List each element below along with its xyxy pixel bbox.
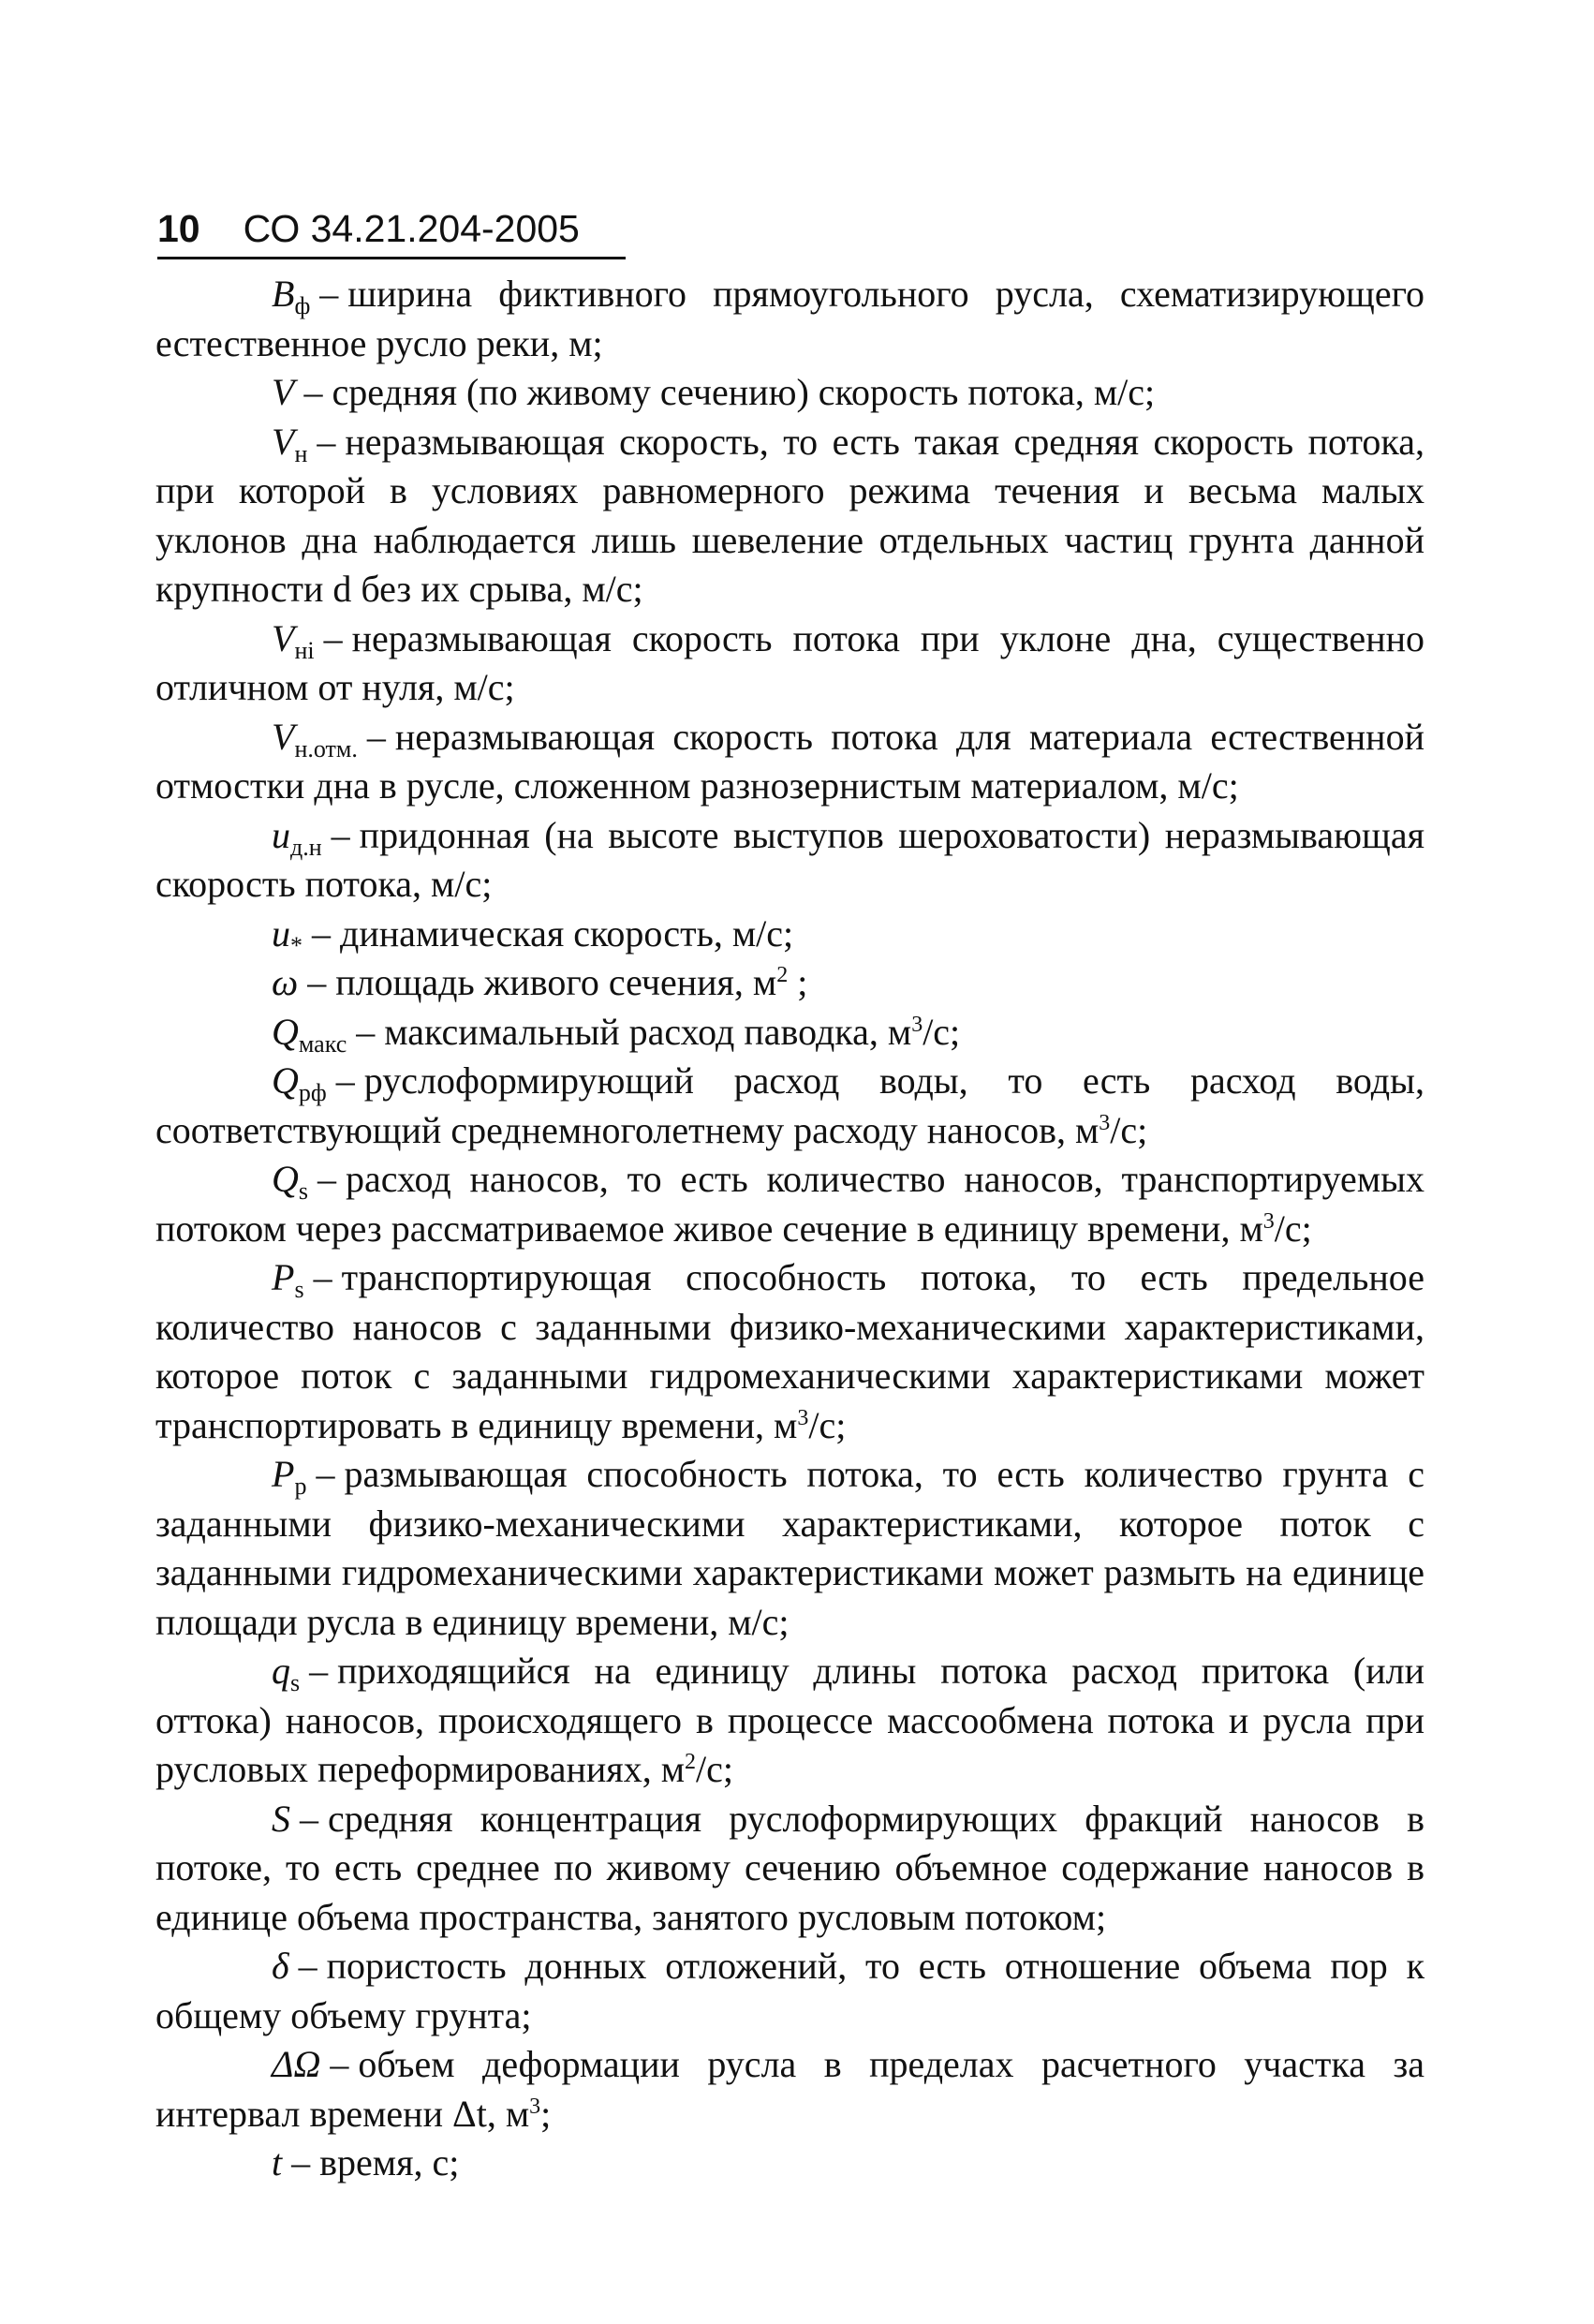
definition-item: $Q_s$ – расход наносов, то есть количество наносов, транспортируемых потоком через рассматриваемое живое сечение в единицу времени, $м^3/с$;	[155, 1158, 1424, 1250]
definition-text: приходящийся на единицу длины потока расход притока (или оттока) наносов, происходящего в процессе массообмена потока и русла при русловых переформированиях, м	[155, 1650, 1424, 1790]
definition-item: $V_{н.отм.}$ – неразмывающая скорость потока для материала естественной отмостки дна в русле, сложенном разнозернистым материалом, м/с;	[155, 715, 1424, 807]
definition-text: объем деформации русла в пределах расчетного участка за интервал времени Δt, м	[155, 2043, 1424, 2135]
definition-symbol: t	[272, 2141, 283, 2183]
definition-text: средняя концентрация руслоформирующих фракций наносов в потоке, то есть среднее по живому сечению объемное содержание наносов в единице объема пространства, занятого русловым потоком;	[155, 1797, 1424, 1938]
definition-text: размывающая способность потока, то есть количество грунта с заданными физико-механическими характеристиками, которое поток с заданными гидромеханическими характеристиками может размыть на единице площади русла в единицу времени, м/с;	[155, 1453, 1424, 1643]
definition-item: S – средняя концентрация руслоформирующих фракций наносов в потоке, то есть среднее по живому сечению объемное содержание наносов в единице объема пространства, занятого русловым потоком;	[155, 1797, 1424, 1938]
definition-symbol: $Q_s$	[272, 1158, 309, 1205]
definition-item: V – средняя (по живому сечению) скорость потока, м/с;	[272, 371, 1156, 413]
definition-symbol: $B_ф$	[272, 273, 311, 319]
definition-item: $Q_{макс}$ – максимальный расход паводка, $м^3/с$;	[272, 1010, 961, 1058]
definition-item: t – время, с;	[272, 2141, 460, 2183]
definition-item: $V_н$ – неразмывающая скорость, то есть такая средняя скорость потока, при которой в условиях равномерного режима течения и весьма малых уклонов дна наблюдается лишь шевеление отдельных частиц грунта данной крупности d без их срыва, м/с;	[155, 420, 1424, 610]
definition-text: расход наносов, то есть количество наносов, транспортируемых потоком через рассматриваемое живое сечение в единицу времени, м	[155, 1158, 1424, 1250]
definition-symbol: $q_s$	[272, 1650, 301, 1696]
definition-symbol: $Q_{рф}$	[272, 1059, 327, 1106]
definition-text: площадь живого сечения, м	[335, 961, 777, 1003]
definition-item: $Q_{рф}$ – руслоформирующий расход воды, то есть расход воды, соответствующий среднемноголетнему расходу наносов, $м^3/с$;	[155, 1059, 1424, 1151]
definition-symbol: $Q_{макс}$	[272, 1010, 347, 1058]
definition-text: средняя (по живому сечению) скорость потока, м/с;	[332, 371, 1156, 413]
definitions-list	[155, 270, 1424, 2188]
definition-text: неразмывающая скорость, то есть такая средняя скорость потока, при которой в условиях равномерного режима течения и весьма малых уклонов дна наблюдается лишь шевеление отдельных частиц грунта данной крупности d без их срыва, м/с;	[155, 420, 1424, 610]
definition-text: время, с;	[319, 2141, 460, 2183]
definition-item: $u_*$ – динамическая скорость, м/с;	[272, 911, 794, 959]
page-header	[157, 204, 626, 259]
definition-symbol: S	[272, 1797, 290, 1840]
definition-symbol: $V_{нi}$	[272, 616, 315, 664]
definition-symbol: V	[272, 371, 295, 413]
definition-text: неразмывающая скорость потока при уклоне дна, существенно отличном от нуля, м/с;	[155, 616, 1424, 708]
definition-item: $q_s$ – приходящийся на единицу длины потока расход притока (или оттока) наносов, происходящего в процессе массообмена потока и русла при русловых переформированиях, $м^2/с$;	[155, 1650, 1424, 1790]
definition-text: неразмывающая скорость потока для материала естественной отмостки дна в русле, сложенном разнозернистым материалом, м/с;	[155, 715, 1424, 807]
definition-symbol: ΔΩ	[272, 2043, 321, 2085]
definition-text: максимальный расход паводка, м	[384, 1010, 912, 1053]
definition-symbol: $V_{н.отм.}$	[272, 715, 358, 762]
definition-item: ω – площадь живого сечения, $м^2$ ;	[272, 961, 808, 1003]
definition-item: $P_s$ – транспортирующая способность потока, то есть предельное количество наносов с заданными физико-механическими характеристиками, которое поток с заданными гидромеханическими характеристиками может транспортировать в единицу времени, $м^3/с$;	[155, 1256, 1424, 1446]
definition-item: δ – пористость донных отложений, то есть отношение объема пор к общему объему грунта;	[155, 1945, 1424, 2036]
definition-text: ширина фиктивного прямоугольного русла, схематизирующего естественное русло реки, м;	[155, 273, 1424, 364]
definition-text: придонная (на высоте выступов шероховатости) неразмывающая скорость потока, м/с;	[155, 813, 1424, 905]
definition-symbol: $P_s$	[272, 1256, 304, 1303]
definition-symbol: δ	[272, 1945, 289, 1987]
definition-item: $u_{д.н}$ – придонная (на высоте выступов шероховатости) неразмывающая скорость потока, м/с;	[155, 813, 1424, 905]
definition-item: $B_ф$ – ширина фиктивного прямоугольного русла, схематизирующего естественное русло реки, м;	[155, 273, 1424, 364]
definition-text: пористость донных отложений, то есть отношение объема пор к общему объему грунта;	[155, 1945, 1424, 2036]
page-number: 10	[157, 207, 200, 250]
definition-item: $V_{нi}$ – неразмывающая скорость потока при уклоне дна, существенно отличном от нуля, м/с;	[155, 616, 1424, 708]
definition-symbol: $u_*$	[272, 911, 303, 959]
definition-symbol: ω	[272, 961, 299, 1003]
document-code: СО 34.21.204-2005	[243, 207, 580, 250]
definition-item: ΔΩ – объем деформации русла в пределах расчетного участка за интервал времени Δt, $м^3$;	[155, 2043, 1424, 2135]
definition-symbol: $V_н$	[272, 420, 308, 467]
definition-text: руслоформирующий расход воды, то есть расход воды, соответствующий среднемноголетнему расходу наносов, м	[155, 1059, 1424, 1151]
definition-symbol: $P_р$	[272, 1453, 307, 1500]
definition-item: $P_р$ – размывающая способность потока, то есть количество грунта с заданными физико-механическими характеристиками, которое поток с заданными гидромеханическими характеристиками может размыть на единице площади русла в единицу времени, м/с;	[155, 1453, 1424, 1643]
definition-text: транспортирующая способность потока, то есть предельное количество наносов с заданными физико-механическими характеристиками, которое поток с заданными гидромеханическими характеристиками может транспортировать в единицу времени, м	[155, 1256, 1424, 1446]
definition-symbol: $u_{д.н}$	[272, 813, 322, 861]
definition-text: динамическая скорость, м/с;	[340, 911, 794, 955]
